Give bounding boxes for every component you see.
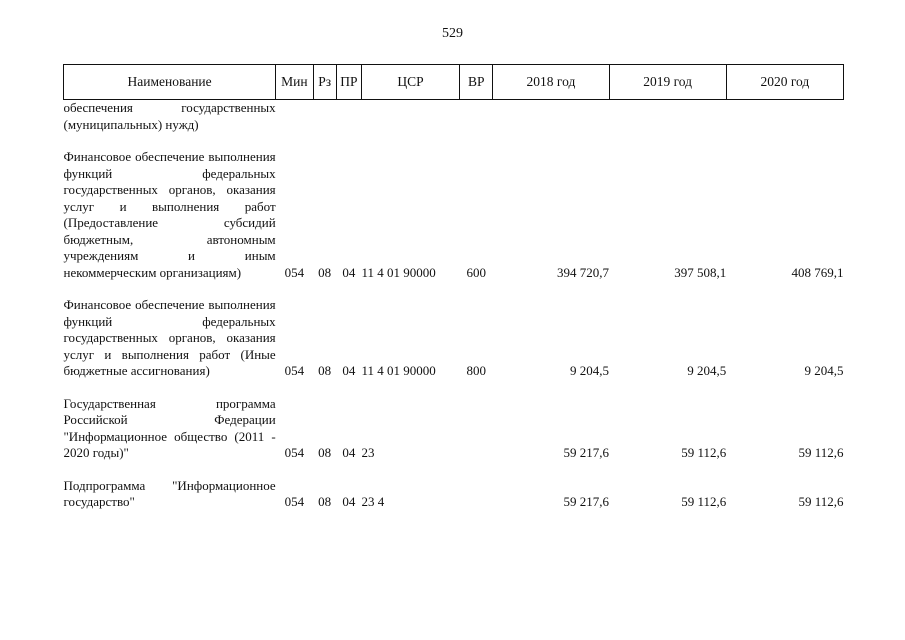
row-csr: 11 4 01 90000	[361, 264, 436, 280]
row-2018: 9 204,5	[570, 363, 610, 378]
table-row	[64, 396, 844, 462]
table-body	[64, 100, 844, 511]
header-csr: ЦСР	[362, 65, 460, 100]
row-2018	[493, 100, 609, 134]
row-2020: 408 769,1	[791, 264, 844, 280]
row-2020: 59 112,6	[798, 445, 844, 460]
row-min	[276, 100, 313, 134]
row-2019: 9 204,5	[687, 363, 727, 378]
header-2019: 2019 год	[609, 65, 726, 100]
row-min: 054	[284, 445, 305, 460]
table-row	[64, 149, 844, 281]
row-name: Финансовое обеспечение выполнения функций федеральных государственных органов, оказания услуг и выполнения работ (Иные бюджетные ассигнования)	[63, 297, 276, 378]
row-2020: 59 112,6	[798, 494, 844, 509]
row-name: Государственная программа Российской Федерации "Информационное общество (2011 - 2020 годы)"	[63, 395, 276, 460]
row-rz: 08	[318, 494, 332, 509]
table-row	[64, 100, 844, 134]
row-2020	[726, 100, 843, 134]
header-name: Наименование	[64, 65, 276, 100]
row-pr	[336, 100, 361, 134]
header-rz: Рз	[313, 65, 336, 100]
header-pr: ПР	[336, 65, 361, 100]
table-header	[64, 65, 844, 100]
budget-table	[63, 64, 844, 511]
row-min: 054	[284, 264, 305, 280]
row-rz: 08	[318, 445, 332, 460]
row-name: Подпрограмма "Информационное государство"	[63, 477, 276, 509]
row-csr: 11 4 01 90000	[361, 363, 436, 378]
row-pr: 04	[342, 494, 356, 509]
row-rz	[313, 100, 336, 134]
table-row	[64, 478, 844, 511]
row-vr	[460, 100, 493, 134]
row-rz: 08	[318, 264, 332, 280]
row-2018: 59 217,6	[563, 445, 610, 460]
row-vr	[460, 396, 493, 462]
row-csr: 23 4	[361, 494, 385, 509]
row-vr	[460, 478, 493, 511]
row-min: 054	[284, 494, 305, 509]
row-vr: 600	[466, 264, 486, 280]
row-name: обеспечения государственных (муниципальных) нужд)	[63, 100, 276, 132]
row-vr: 800	[466, 363, 486, 378]
row-name: Финансовое обеспечение выполнения функций федеральных государственных органов, оказания услуг и выполнения работ (Предоставление субсидий бюджетным, автономным учреждениям и иным некоммерческим организациям)	[63, 149, 276, 280]
row-pr: 04	[342, 363, 356, 378]
row-2018: 59 217,6	[563, 494, 610, 509]
row-2019: 397 508,1	[674, 264, 727, 280]
row-2018: 394 720,7	[557, 264, 610, 280]
header-2020: 2020 год	[726, 65, 843, 100]
header-2018: 2018 год	[493, 65, 609, 100]
row-2020: 9 204,5	[804, 363, 844, 378]
row-2019: 59 112,6	[681, 494, 727, 509]
table-row	[64, 297, 844, 380]
row-2019	[609, 100, 726, 134]
row-csr	[362, 100, 460, 134]
row-min: 054	[284, 363, 305, 378]
header-vr: ВР	[460, 65, 493, 100]
row-2019: 59 112,6	[681, 445, 727, 460]
row-rz: 08	[318, 363, 332, 378]
row-pr: 04	[342, 445, 356, 460]
row-csr: 23	[361, 445, 375, 460]
header-min: Мин	[276, 65, 313, 100]
page-number: 529	[442, 26, 463, 41]
row-pr: 04	[342, 264, 356, 280]
